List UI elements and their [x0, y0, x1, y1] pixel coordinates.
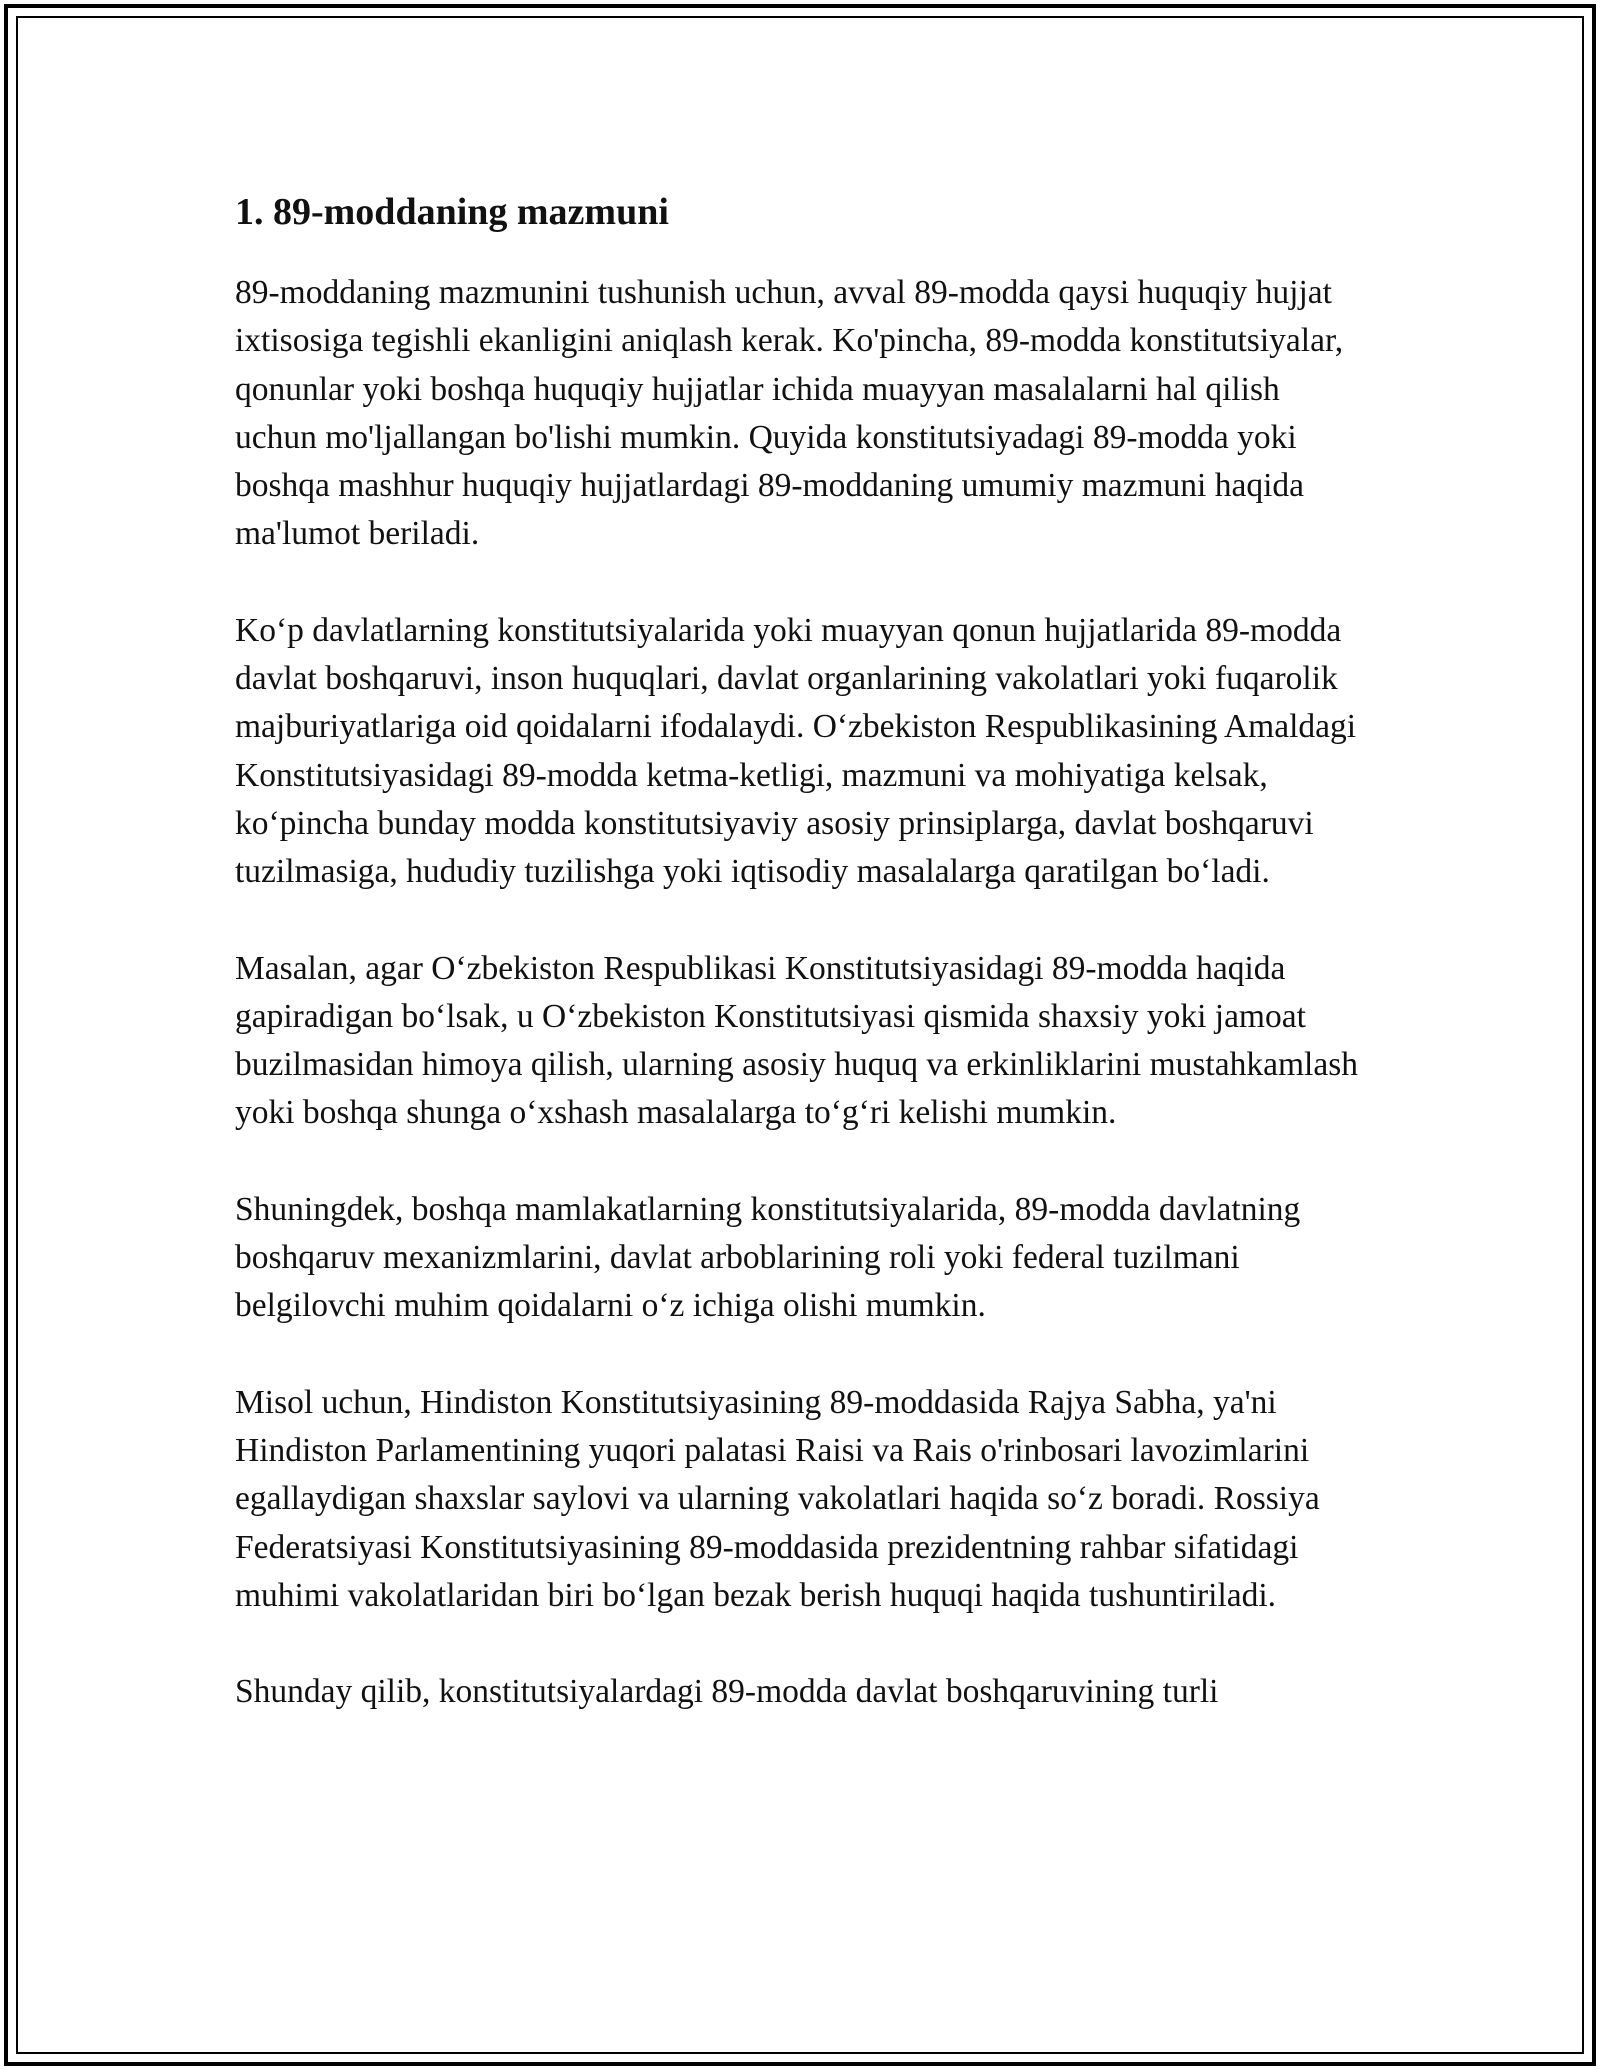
section-heading: 1. 89-moddaning mazmuni — [235, 191, 669, 233]
paragraph-4: Shuningdek, boshqa mamlakatlarning konstitutsiyalarida, 89-modda davlatning boshqaruv mexanizmlarini, davlat arboblarining roli yoki federal tuzilmani belgilovchi muhim qoidalarni o‘z ichiga olishi mumkin. — [235, 1190, 1301, 1325]
paragraph-6: Shunday qilib, konstitutsiyalardagi 89-modda davlat boshqaruvining turli — [235, 1673, 1219, 1711]
paragraph-5: Misol uchun, Hindiston Konstitutsiyasining 89-moddasida Rajya Sabha, ya'ni Hindiston Parlamentining yuqori palatasi Raisi va Rais o'rinbosari lavozimlarini egallaydigan shaxslar saylovi va ularning vakolatlari haqida so‘z boradi. Rossiya Federatsiyasi Konstitutsiyasining 89-moddasida prezidentning rahbar sifatidagi muhimi vakolatlaridan biri bo‘lgan bezak berish huquqi haqida tushuntiriladi. — [235, 1383, 1320, 1614]
paragraph-3: Masalan, agar O‘zbekiston Respublikasi Konstitutsiyasidagi 89-modda haqida gapiradigan bo‘lsak, u O‘zbekiston Konstitutsiyasi qismida shaxsiy yoki jamoat buzilmasidan himoya qilish, ularning asosiy huquq va erkinliklarini mustahkamlash yoki boshqa shunga o‘xshash masalalarga to‘g‘ri kelishi mumkin. — [235, 949, 1359, 1132]
paragraph-2: Ko‘p davlatlarning konstitutsiyalarida yoki muayyan qonun hujjatlarida 89-modda davlat boshqaruvi, inson huquqlari, davlat organlarining vakolatlari yoki fuqarolik majburiyatlariga oid qoidalarni ifodalaydi. O‘zbekiston Respublikasining Amaldagi Konstitutsiyasidagi 89-modda ketma-ketligi, mazmuni va mohiyatiga kelsak, ko‘pincha bunday modda konstitutsiyaviy asosiy prinsiplarga, davlat boshqaruvi tuzilmasiga, hududiy tuzilishga yoki iqtisodiy masalalarga qaratilgan bo‘ladi. — [235, 611, 1357, 891]
paragraph-1: 89-moddaning mazmunini tushunish uchun, avval 89-modda qaysi huquqiy hujjat ixtisosiga tegishli ekanligini aniqlash kerak. Ko'pincha, 89-modda konstitutsiyalar, qonunlar yoki boshqa huquqiy hujjatlar ichida muayyan masalalarni hal qilish uchun mo'ljallangan bo'lishi mumkin. Quyida konstitutsiyadagi 89-modda yoki boshqa mashhur huquqiy hujjatlardagi 89-moddaning umumiy mazmuni haqida ma'lumot beriladi. — [235, 274, 1344, 553]
document-body — [235, 186, 1365, 1764]
